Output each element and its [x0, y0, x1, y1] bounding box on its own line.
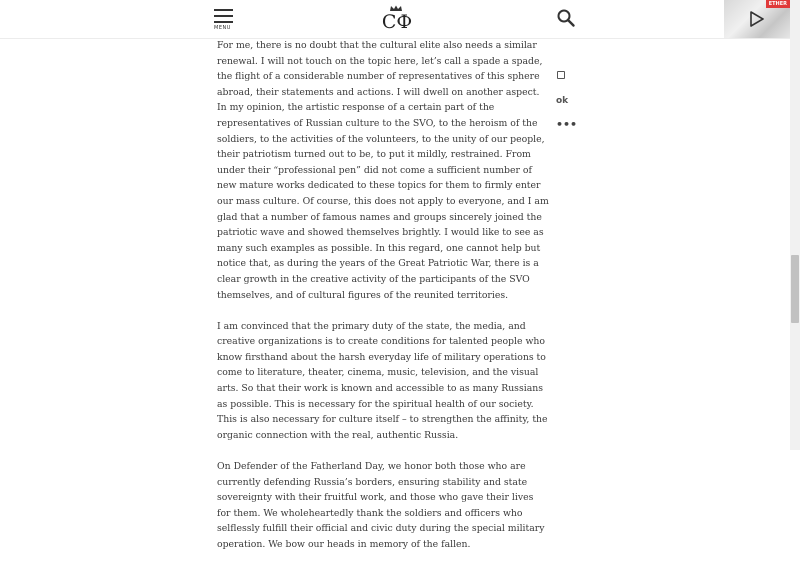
share-bar [556, 70, 578, 146]
scrollbar[interactable] [790, 0, 800, 450]
more-share-button[interactable] [556, 118, 578, 131]
article-paragraph: On Defender of the Fatherland Day, we honor both those who are currently defending Russia’s borders, ensuring stability and state sovereignty with their fruitful work, and those who gave their lives for them. We wholeheartedly thank the soldiers and officers who selflessly fulfill their official and civic duty during the special military operation. We bow our heads in memory of the fallen. [217, 461, 545, 550]
hamburger-icon [214, 9, 233, 11]
hamburger-icon-bar [214, 21, 233, 23]
share-button-1[interactable] [556, 71, 566, 81]
menu-label: MENU [214, 25, 231, 31]
more-dots-icon: ••• [556, 118, 578, 131]
article-paragraph: I am convinced that the primary duty of the state, the media, and creative organizations is to create conditions for talented people who know firsthand about the harsh everyday life of military operations to come to literature, theater, cinema, music, television, and the visual arts. So that their work is known and accessible to as many Russians as possible. This is necessary for the spiritual health of our society. This is also necessary for culture itself – to strengthen the affinity, the organic connection with the real, authentic Russia. [217, 320, 548, 441]
scrollbar-thumb[interactable] [791, 255, 799, 323]
article-paragraph: For me, there is no doubt that the cultural elite also needs a similar renewal. I will not touch on the topic here, let’s call a spade a spade, the flight of a considerable number of representatives of this sphere abroad, their statements and actions. I will dwell on another aspect. In my opinion, the artistic response of a certain part of the representatives of Russian culture to the SVO, to the heroism of the soldiers, to the activities of the volunteers, to the unity of our people, their patriotism turned out to be, to put it mildly, restrained. From under their “professional pen” did not come a sufficient number of new mature works dedicated to these topics for them to firmly enter our mass culture. Of course, this does not apply to everyone, and I am glad that a number of famous names and groups sincerely joined the patriotic wave and showed themselves brightly. I would like to see as many such examples as possible. In this regard, one cannot help but notice that, as during the years of the Great Patriotic War, there is a clear growth in the creative activity of the participants of the SVO themselves, and of cultural figures of the reunited territories. [217, 40, 549, 301]
play-icon[interactable] [750, 11, 764, 27]
search-button[interactable] [556, 8, 576, 28]
video-ad[interactable] [724, 0, 790, 38]
logo-monogram: СФ [381, 11, 413, 33]
site-header [0, 0, 790, 39]
hamburger-icon-bar [214, 15, 233, 17]
ok-icon: ok [556, 96, 569, 106]
ad-badge: ETHER [766, 0, 790, 8]
ok-share-button[interactable] [556, 96, 569, 106]
search-icon [556, 8, 576, 28]
site-logo[interactable] [375, 4, 419, 34]
menu-button[interactable] [214, 9, 234, 33]
article-body [217, 38, 549, 568]
square-icon [557, 71, 565, 79]
